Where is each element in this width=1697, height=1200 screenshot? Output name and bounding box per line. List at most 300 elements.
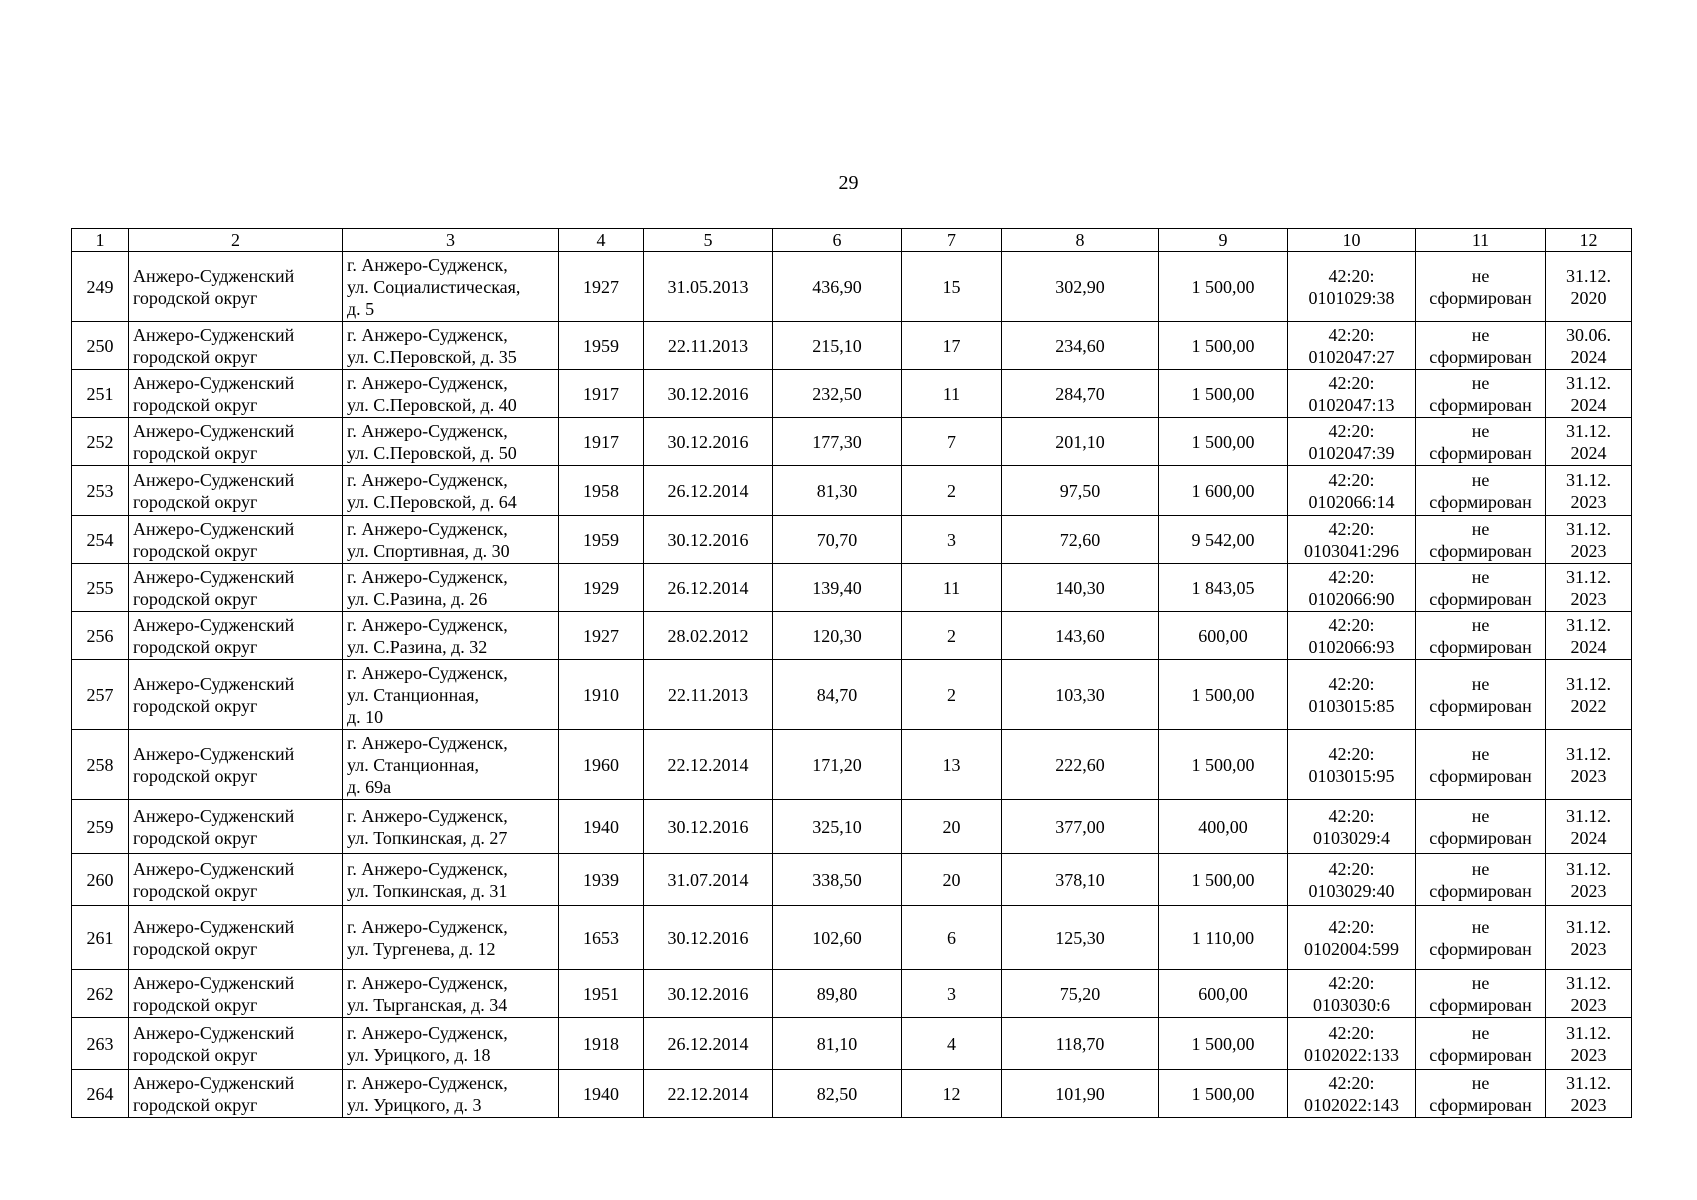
cadastral-number-cell-line: 42:20: [1328,805,1375,826]
people-cell: 20 [902,800,1002,854]
cadastral-number-cell [1288,854,1416,906]
column-header: 3 [343,229,559,252]
deadline-cell-line: 31.12. [1566,858,1611,879]
table-row [72,322,1632,370]
status-cell-line: сформирован [1429,346,1532,367]
status-cell-line: сформирован [1429,938,1532,959]
row-number-cell: 264 [72,1070,129,1118]
cost-cell: 1 500,00 [1159,854,1288,906]
address-cell [343,516,559,564]
total-area-cell: 75,20 [1002,970,1159,1018]
cadastral-number-cell [1288,564,1416,612]
municipality-cell [129,1070,343,1118]
address-cell-line: г. Анжеро-Судженск, [347,254,508,275]
address-cell-line: ул. Социалистическая, [347,276,521,297]
cost-cell: 1 500,00 [1159,418,1288,466]
municipality-cell-line: городской округ [133,1044,258,1065]
status-cell [1416,730,1546,800]
table-body [72,252,1632,1118]
cadastral-number-cell [1288,466,1416,516]
status-cell [1416,1018,1546,1070]
municipality-cell [129,854,343,906]
municipality-cell-line: городской округ [133,695,258,716]
deadline-cell-line: 2024 [1570,636,1607,657]
municipality-cell-line: городской округ [133,346,258,367]
cadastral-number-cell-line: 42:20: [1328,265,1375,286]
column-header: 9 [1159,229,1288,252]
area-cell: 232,50 [773,370,902,418]
column-header: 11 [1416,229,1546,252]
address-cell-line: г. Анжеро-Судженск, [347,662,508,683]
municipality-cell-line: Анжеро-Судженский [133,858,295,879]
address-cell-line: ул. С.Перовской, д. 64 [347,491,517,512]
status-cell-line: не [1471,324,1490,345]
row-number-cell: 257 [72,660,129,730]
table-row [72,660,1632,730]
row-number-cell: 263 [72,1018,129,1070]
total-area-cell: 234,60 [1002,322,1159,370]
cadastral-number-cell-line: 42:20: [1328,1072,1375,1093]
year-cell: 1929 [559,564,644,612]
deadline-cell [1546,800,1632,854]
status-cell-line: сформирован [1429,880,1532,901]
people-cell: 13 [902,730,1002,800]
column-number-row [72,229,1632,252]
table-row [72,418,1632,466]
municipality-cell [129,370,343,418]
address-cell-line: ул. Тырганская, д. 34 [347,994,508,1015]
municipality-cell-line: Анжеро-Судженский [133,1072,295,1093]
deadline-cell [1546,906,1632,970]
municipality-cell-line: Анжеро-Судженский [133,673,295,694]
cost-cell: 1 500,00 [1159,1018,1288,1070]
address-cell-line: г. Анжеро-Судженск, [347,732,508,753]
cost-cell: 1 843,05 [1159,564,1288,612]
municipality-cell-line: Анжеро-Судженский [133,420,295,441]
total-area-cell: 377,00 [1002,800,1159,854]
status-cell-line: сформирован [1429,827,1532,848]
municipality-cell-line: Анжеро-Судженский [133,324,295,345]
cadastral-number-cell [1288,612,1416,660]
address-cell-line: г. Анжеро-Судженск, [347,324,508,345]
year-cell: 1918 [559,1018,644,1070]
date-cell: 26.12.2014 [644,466,773,516]
municipality-cell [129,322,343,370]
column-header: 10 [1288,229,1416,252]
cadastral-number-cell-line: 42:20: [1328,469,1375,490]
column-header: 8 [1002,229,1159,252]
table-row [72,906,1632,970]
municipality-cell-line: Анжеро-Судженский [133,265,295,286]
municipality-cell-line: городской округ [133,827,258,848]
status-cell-line: сформирован [1429,765,1532,786]
total-area-cell: 201,10 [1002,418,1159,466]
deadline-cell [1546,252,1632,322]
status-cell-line: сформирован [1429,695,1532,716]
row-number-cell: 253 [72,466,129,516]
deadline-cell [1546,564,1632,612]
address-cell [343,322,559,370]
municipality-cell-line: Анжеро-Судженский [133,916,295,937]
people-cell: 15 [902,252,1002,322]
year-cell: 1951 [559,970,644,1018]
status-cell-line: не [1471,566,1490,587]
deadline-cell [1546,970,1632,1018]
deadline-cell-line: 31.12. [1566,566,1611,587]
address-cell-line: г. Анжеро-Судженск, [347,916,508,937]
address-cell-line: ул. Спортивная, д. 30 [347,540,510,561]
municipality-cell [129,252,343,322]
people-cell: 17 [902,322,1002,370]
deadline-cell-line: 2024 [1570,827,1607,848]
date-cell: 26.12.2014 [644,564,773,612]
municipality-cell-line: Анжеро-Судженский [133,469,295,490]
people-cell: 11 [902,370,1002,418]
date-cell: 22.12.2014 [644,1070,773,1118]
municipality-cell-line: Анжеро-Судженский [133,372,295,393]
address-cell-line: ул. С.Перовской, д. 50 [347,442,517,463]
column-header: 2 [129,229,343,252]
cadastral-number-cell-line: 0103029:4 [1312,827,1390,848]
column-header: 5 [644,229,773,252]
status-cell-line: не [1471,916,1490,937]
municipality-cell [129,660,343,730]
date-cell: 30.12.2016 [644,800,773,854]
cadastral-number-cell [1288,1018,1416,1070]
table-row [72,466,1632,516]
deadline-cell-line: 30.06. [1566,324,1611,345]
address-cell [343,660,559,730]
area-cell: 215,10 [773,322,902,370]
total-area-cell: 118,70 [1002,1018,1159,1070]
cadastral-number-cell [1288,800,1416,854]
year-cell: 1917 [559,418,644,466]
column-header: 12 [1546,229,1632,252]
municipality-cell-line: Анжеро-Судженский [133,743,295,764]
address-cell-line: г. Анжеро-Судженск, [347,518,508,539]
status-cell [1416,800,1546,854]
area-cell: 81,10 [773,1018,902,1070]
row-number-cell: 260 [72,854,129,906]
cadastral-number-cell-line: 0102047:27 [1308,346,1395,367]
year-cell: 1653 [559,906,644,970]
row-number-cell: 252 [72,418,129,466]
municipality-cell-line: городской округ [133,765,258,786]
address-cell-line: д. 10 [347,706,384,727]
total-area-cell: 222,60 [1002,730,1159,800]
cadastral-number-cell-line: 42:20: [1328,420,1375,441]
row-number-cell: 258 [72,730,129,800]
status-cell-line: не [1471,1022,1490,1043]
cadastral-number-cell-line: 42:20: [1328,1022,1375,1043]
municipality-cell [129,612,343,660]
cadastral-number-cell-line: 0103041:296 [1303,540,1399,561]
year-cell: 1960 [559,730,644,800]
status-cell-line: сформирован [1429,1044,1532,1065]
status-cell-line: не [1471,265,1490,286]
people-cell: 2 [902,660,1002,730]
address-cell-line: г. Анжеро-Судженск, [347,1072,508,1093]
deadline-cell-line: 31.12. [1566,916,1611,937]
deadline-cell-line: 2023 [1570,938,1607,959]
address-cell-line: ул. С.Разина, д. 32 [347,636,488,657]
table-row [72,370,1632,418]
status-cell-line: сформирован [1429,394,1532,415]
deadline-cell [1546,1070,1632,1118]
year-cell: 1910 [559,660,644,730]
row-number-cell: 249 [72,252,129,322]
people-cell: 7 [902,418,1002,466]
address-cell-line: д. 69а [347,776,392,797]
people-cell: 20 [902,854,1002,906]
cost-cell: 400,00 [1159,800,1288,854]
address-cell [343,970,559,1018]
cadastral-number-cell [1288,970,1416,1018]
year-cell: 1959 [559,322,644,370]
address-cell [343,252,559,322]
deadline-cell-line: 2024 [1570,346,1607,367]
deadline-cell [1546,730,1632,800]
year-cell: 1927 [559,612,644,660]
column-header: 1 [72,229,129,252]
deadline-cell-line: 2020 [1570,287,1607,308]
address-cell-line: ул. Станционная, [347,684,479,705]
status-cell-line: сформирован [1429,442,1532,463]
year-cell: 1958 [559,466,644,516]
deadline-cell [1546,1018,1632,1070]
year-cell: 1917 [559,370,644,418]
area-cell: 89,80 [773,970,902,1018]
date-cell: 22.11.2013 [644,660,773,730]
status-cell [1416,418,1546,466]
status-cell-line: не [1471,518,1490,539]
address-cell-line: г. Анжеро-Судженск, [347,469,508,490]
deadline-cell-line: 31.12. [1566,972,1611,993]
cost-cell: 9 542,00 [1159,516,1288,564]
table-row [72,854,1632,906]
deadline-cell-line: 31.12. [1566,469,1611,490]
cadastral-number-cell-line: 42:20: [1328,916,1375,937]
cost-cell: 1 500,00 [1159,1070,1288,1118]
municipality-cell-line: Анжеро-Судженский [133,805,295,826]
municipality-cell-line: Анжеро-Судженский [133,614,295,635]
status-cell-line: сформирован [1429,588,1532,609]
cadastral-number-cell [1288,252,1416,322]
municipality-cell [129,970,343,1018]
status-cell [1416,612,1546,660]
cadastral-number-cell-line: 42:20: [1328,972,1375,993]
row-number-cell: 255 [72,564,129,612]
table-row [72,252,1632,322]
cost-cell: 600,00 [1159,970,1288,1018]
address-cell [343,854,559,906]
cadastral-number-cell-line: 0102022:133 [1303,1044,1399,1065]
status-cell-line: сформирован [1429,994,1532,1015]
cadastral-number-cell [1288,370,1416,418]
deadline-cell-line: 2022 [1570,695,1607,716]
municipality-cell-line: Анжеро-Судженский [133,566,295,587]
cadastral-number-cell-line: 0102022:143 [1303,1094,1399,1115]
row-number-cell: 254 [72,516,129,564]
cost-cell: 1 600,00 [1159,466,1288,516]
deadline-cell-line: 2023 [1570,880,1607,901]
cadastral-number-cell [1288,322,1416,370]
cost-cell: 1 500,00 [1159,370,1288,418]
total-area-cell: 72,60 [1002,516,1159,564]
cadastral-number-cell-line: 0101029:38 [1308,287,1395,308]
column-header: 6 [773,229,902,252]
column-header: 7 [902,229,1002,252]
status-cell-line: сформирован [1429,540,1532,561]
address-cell-line: ул. С.Перовской, д. 35 [347,346,517,367]
cadastral-number-cell-line: 0102047:39 [1308,442,1395,463]
address-cell [343,730,559,800]
housing-registry-table [71,228,1632,1118]
municipality-cell-line: городской округ [133,540,258,561]
area-cell: 84,70 [773,660,902,730]
status-cell [1416,854,1546,906]
cadastral-number-cell [1288,516,1416,564]
municipality-cell [129,516,343,564]
municipality-cell-line: городской округ [133,287,258,308]
address-cell-line: ул. Станционная, [347,754,479,775]
municipality-cell-line: городской округ [133,442,258,463]
cadastral-number-cell [1288,906,1416,970]
deadline-cell [1546,660,1632,730]
municipality-cell [129,730,343,800]
deadline-cell-line: 31.12. [1566,1072,1611,1093]
address-cell-line: г. Анжеро-Судженск, [347,372,508,393]
deadline-cell-line: 31.12. [1566,805,1611,826]
address-cell [343,612,559,660]
status-cell-line: не [1471,972,1490,993]
total-area-cell: 378,10 [1002,854,1159,906]
municipality-cell [129,466,343,516]
total-area-cell: 97,50 [1002,466,1159,516]
status-cell [1416,564,1546,612]
cadastral-number-cell [1288,730,1416,800]
cost-cell: 1 500,00 [1159,322,1288,370]
municipality-cell-line: городской округ [133,588,258,609]
area-cell: 171,20 [773,730,902,800]
address-cell-line: ул. Топкинская, д. 31 [347,880,508,901]
status-cell [1416,252,1546,322]
deadline-cell-line: 2023 [1570,994,1607,1015]
deadline-cell-line: 2023 [1570,588,1607,609]
address-cell-line: г. Анжеро-Судженск, [347,614,508,635]
cadastral-number-cell-line: 42:20: [1328,614,1375,635]
status-cell-line: не [1471,673,1490,694]
date-cell: 30.12.2016 [644,418,773,466]
total-area-cell: 103,30 [1002,660,1159,730]
municipality-cell-line: городской округ [133,636,258,657]
deadline-cell-line: 2023 [1570,540,1607,561]
deadline-cell [1546,854,1632,906]
page-number: 29 [838,172,859,194]
date-cell: 28.02.2012 [644,612,773,660]
date-cell: 31.07.2014 [644,854,773,906]
municipality-cell-line: городской округ [133,880,258,901]
municipality-cell [129,564,343,612]
area-cell: 81,30 [773,466,902,516]
deadline-cell-line: 31.12. [1566,518,1611,539]
address-cell [343,1018,559,1070]
status-cell [1416,466,1546,516]
municipality-cell [129,1018,343,1070]
address-cell [343,906,559,970]
address-cell [343,466,559,516]
deadline-cell-line: 31.12. [1566,1022,1611,1043]
status-cell-line: не [1471,614,1490,635]
address-cell-line: г. Анжеро-Судженск, [347,858,508,879]
address-cell-line: ул. Урицкого, д. 3 [347,1094,482,1115]
address-cell-line: г. Анжеро-Судженск, [347,1022,508,1043]
total-area-cell: 101,90 [1002,1070,1159,1118]
cadastral-number-cell-line: 0102004:599 [1303,938,1399,959]
year-cell: 1940 [559,800,644,854]
cadastral-number-cell-line: 42:20: [1328,743,1375,764]
date-cell: 30.12.2016 [644,516,773,564]
status-cell [1416,1070,1546,1118]
status-cell-line: не [1471,420,1490,441]
municipality-cell [129,418,343,466]
address-cell-line: г. Анжеро-Судженск, [347,420,508,441]
date-cell: 22.11.2013 [644,322,773,370]
status-cell [1416,322,1546,370]
area-cell: 325,10 [773,800,902,854]
address-cell [343,418,559,466]
people-cell: 3 [902,516,1002,564]
people-cell: 2 [902,612,1002,660]
status-cell-line: не [1471,743,1490,764]
address-cell-line: г. Анжеро-Судженск, [347,805,508,826]
deadline-cell-line: 31.12. [1566,372,1611,393]
area-cell: 82,50 [773,1070,902,1118]
total-area-cell: 140,30 [1002,564,1159,612]
deadline-cell [1546,370,1632,418]
date-cell: 30.12.2016 [644,370,773,418]
status-cell-line: не [1471,1072,1490,1093]
table-row [72,800,1632,854]
cadastral-number-cell-line: 0102066:93 [1308,636,1395,657]
cadastral-number-cell-line: 42:20: [1328,858,1375,879]
cadastral-number-cell-line: 42:20: [1328,518,1375,539]
cost-cell: 1 110,00 [1159,906,1288,970]
deadline-cell-line: 2024 [1570,442,1607,463]
status-cell-line: не [1471,805,1490,826]
total-area-cell: 125,30 [1002,906,1159,970]
deadline-cell-line: 2023 [1570,1044,1607,1065]
year-cell: 1927 [559,252,644,322]
status-cell-line: не [1471,372,1490,393]
date-cell: 22.12.2014 [644,730,773,800]
address-cell [343,564,559,612]
municipality-cell [129,906,343,970]
row-number-cell: 250 [72,322,129,370]
area-cell: 120,30 [773,612,902,660]
cost-cell: 600,00 [1159,612,1288,660]
table-row [72,1070,1632,1118]
status-cell-line: сформирован [1429,287,1532,308]
table-row [72,564,1632,612]
address-cell-line: д. 5 [347,298,375,319]
people-cell: 11 [902,564,1002,612]
year-cell: 1959 [559,516,644,564]
deadline-cell-line: 31.12. [1566,743,1611,764]
table-row [72,612,1632,660]
table-row [72,1018,1632,1070]
municipality-cell-line: Анжеро-Судженский [133,1022,295,1043]
